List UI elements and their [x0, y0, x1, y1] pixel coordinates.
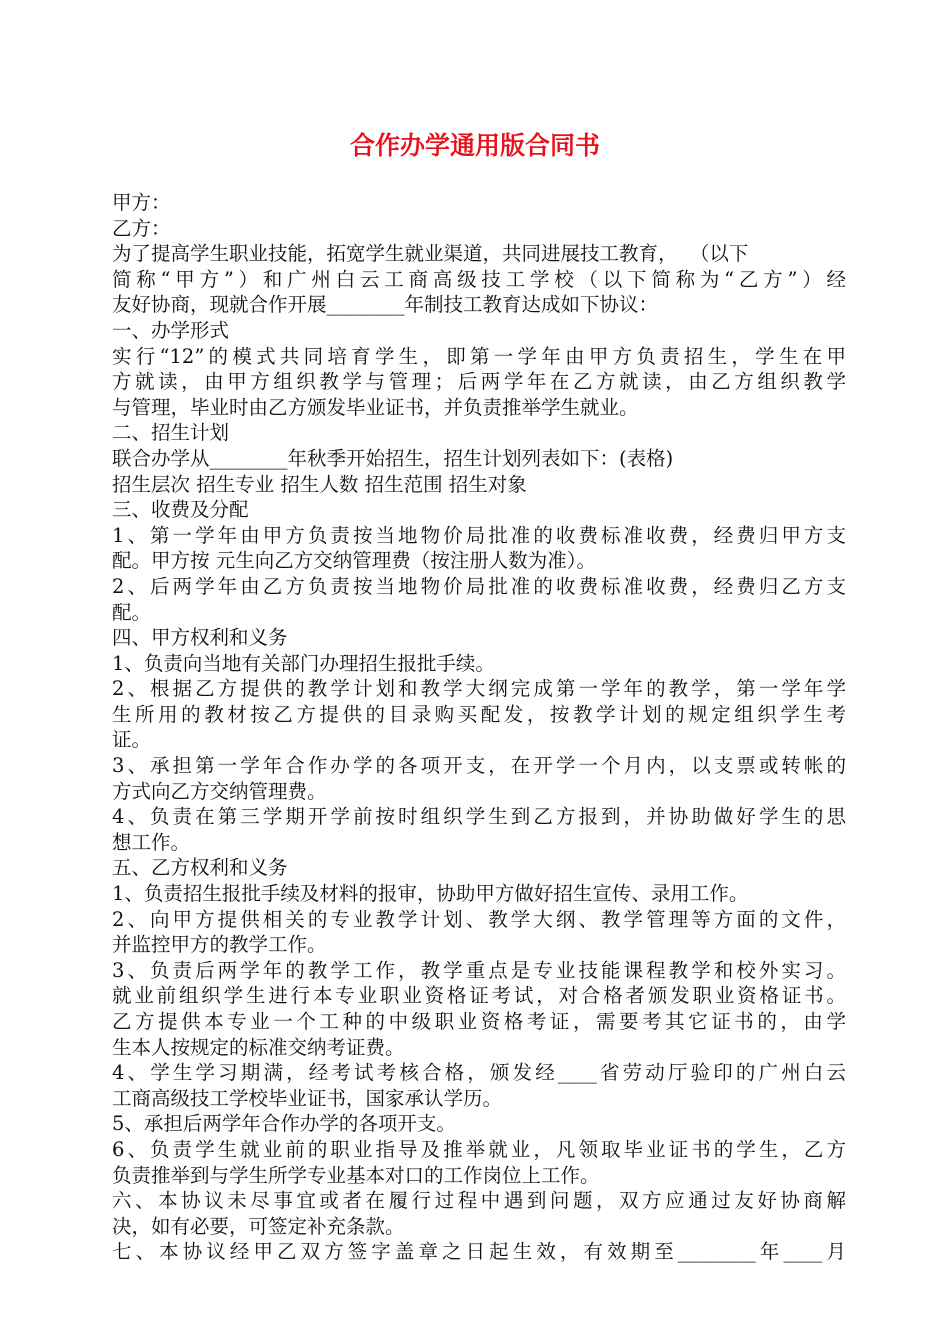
- body-line: 三、收费及分配: [112, 498, 249, 522]
- body-line: 工商高级技工学校毕业证书，国家承认学历。: [112, 1086, 503, 1110]
- body-line: 六、本协议未尽事宜或者在履行过程中遇到问题，双方应通过友好协商解: [112, 1189, 846, 1213]
- body-line: 乙方提供本专业一个工种的中级职业资格考证，需要考其它证书的，由学: [112, 1010, 846, 1033]
- body-line: 配。甲方按 元生向乙方交纳管理费（按注册人数为准）。: [112, 549, 596, 573]
- body-line: 2、根据乙方提供的教学计划和教学大纲完成第一学年的教学，第一学年学: [112, 677, 846, 701]
- body-line: 配。: [112, 600, 152, 624]
- body-line: 负责推举到与学生所学专业基本对口的工作岗位上工作。: [112, 1163, 600, 1187]
- body-line: 想工作。: [112, 830, 191, 854]
- body-line: 方式向乙方交纳管理费。: [112, 779, 327, 803]
- body-line: 4、学生学习期满，经考试考核合格，颁发经____省劳动厅验印的广州白云: [112, 1061, 846, 1085]
- body-line: 方就读，由甲方组织教学与管理；后两学年在乙方就读，由乙方组织教学: [112, 370, 846, 394]
- body-line: 1、负责招生报批手续及材料的报审，协助甲方做好招生宣传、录用工作。: [112, 882, 749, 906]
- body-line: 3、负责后两学年的教学工作，教学重点是专业技能课程教学和校外实习。: [112, 958, 846, 982]
- body-line: 1、第一学年由甲方负责按当地物价局批准的收费标准收费，经费归甲方支: [112, 523, 846, 547]
- body-line: 4、负责在第三学期开学前按时组织学生到乙方报到，并协助做好学生的思: [112, 805, 846, 829]
- body-line: 简称“甲方”）和广州白云工商高级技工学校（以下简称为“乙方”）经: [112, 267, 846, 291]
- body-line: 生本人按规定的标准交纳考证费。: [112, 1035, 405, 1059]
- body-line: 一、办学形式: [112, 318, 230, 342]
- body-line: 6、负责学生就业前的职业指导及推举就业，凡领取毕业证书的学生，乙方: [112, 1137, 846, 1161]
- body-line: 1、负责向当地有关部门办理招生报批手续。: [112, 651, 495, 675]
- body-line: 与管理，毕业时由乙方颁发毕业证书，并负责推举学生就业。: [112, 395, 639, 419]
- body-line: 五、乙方权利和义务: [112, 856, 288, 880]
- body-line: 就业前组织学生进行本专业职业资格证考试，对合格者颁发职业资格证书。: [112, 984, 846, 1008]
- body-line: 实行“12”的模式共同培育学生，即第一学年由甲方负责招生，学生在甲: [112, 344, 846, 368]
- body-line: 联合办学从________年秋季开始招生，招生计划列表如下：(表格): [112, 446, 674, 470]
- body-line: 二、招生计划: [112, 421, 230, 445]
- body-line: 决，如有必要，可签定补充条款。: [112, 1214, 405, 1238]
- body-line: 为了提高学生职业技能，拓宽学生就业渠道，共同进展技工教育， （以下: [112, 242, 749, 266]
- body-line: 3、承担第一学年合作办学的各项开支，在开学一个月内，以支票或转帐的: [112, 754, 846, 778]
- body-line: 甲方：: [112, 191, 171, 214]
- document-body: [112, 190, 846, 1265]
- document-title: 合作办学通用版合同书: [349, 131, 600, 160]
- body-line: 5、承担后两学年合作办学的各项开支。: [112, 1112, 456, 1136]
- body-line: 并监控甲方的教学工作。: [112, 933, 327, 957]
- body-line: 2、向甲方提供相关的专业教学计划、教学大纲、教学管理等方面的文件，: [112, 907, 846, 931]
- body-line: 2、后两学年由乙方负责按当地物价局批准的收费标准收费，经费归乙方支: [112, 574, 846, 598]
- body-line: 友好协商，现就合作开展________年制技工教育达成如下协议：: [112, 293, 659, 317]
- body-line: 证。: [112, 728, 152, 752]
- body-line: 招生层次 招生专业 招生人数 招生范围 招生对象: [112, 472, 527, 496]
- body-line: 七、本协议经甲乙双方签字盖章之日起生效，有效期至________年____月: [112, 1240, 846, 1264]
- body-line: 乙方：: [112, 216, 171, 240]
- body-line: 生所用的教材按乙方提供的目录购买配发，按教学计划的规定组织学生考: [112, 702, 846, 726]
- body-line: 四、甲方权利和义务: [112, 626, 288, 650]
